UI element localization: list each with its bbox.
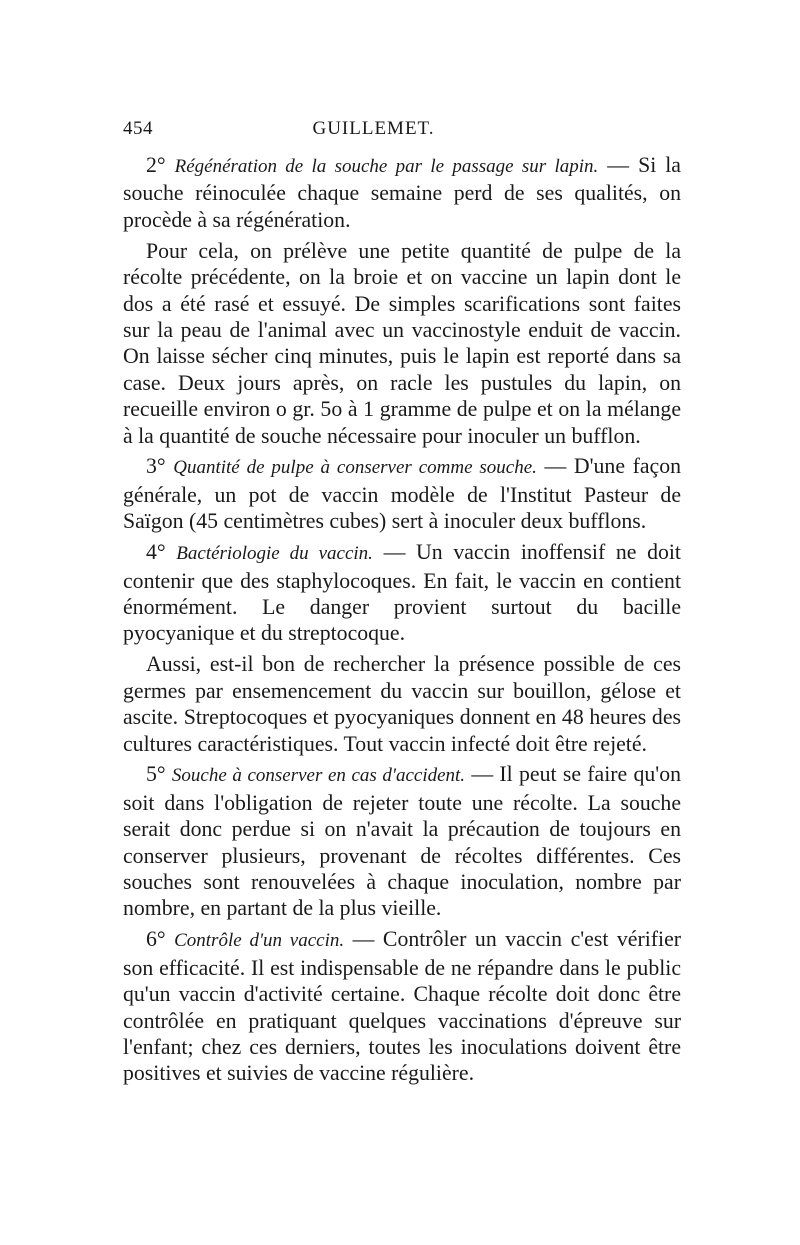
paragraph-text: — Si la souche réinoculée chaque semaine perd de ses qualités, on procède à sa régénération. bbox=[123, 153, 681, 232]
item-number: 5° bbox=[146, 762, 166, 787]
item-title: Souche à conserver en cas d'accident. bbox=[171, 765, 466, 787]
body-text bbox=[123, 152, 681, 1091]
running-title: GUILLEMET. bbox=[312, 118, 435, 139]
paragraph-germ-detection bbox=[123, 651, 681, 757]
running-head bbox=[123, 118, 682, 140]
item-title: Quantité de pulpe à conserver comme souche. bbox=[173, 457, 537, 479]
paragraph-4-bacteriology bbox=[123, 539, 681, 647]
paragraph-2-regeneration bbox=[123, 152, 681, 233]
paragraph-text: — Il peut se faire qu'on soit dans l'obligation de rejeter toute une récolte. La souche serait donc perdue si on n'avait la précaution de toujours en conserver plusieurs, provenant de récoltes différentes. Ces souches sont renouvelées à chaque inoculation, nombre par nombre, en partant de la plus vieille. bbox=[123, 762, 682, 921]
paragraph-text: — D'une façon générale, un pot de vaccin modèle de l'Institut Pasteur de Saïgon (45 centimètres cubes) sert à inoculer deux bufflons. bbox=[123, 454, 681, 534]
paragraph-text: — Contrôler un vaccin c'est vérifier son efficacité. Il est indispensable de ne répandre dans le public qu'un vaccin d'activité certaine. Chaque récolte doit donc être contrôlée en pratiquant quelques vaccinations d'épreuve sur l'enfant; chez ces derniers, toutes les inoculations doivent être positives et suivies de vaccine régulière. bbox=[123, 927, 682, 1086]
item-number: 4° bbox=[146, 540, 166, 565]
paragraph-method bbox=[123, 238, 681, 449]
paragraph-text: — Un vaccin inoffensif ne doit contenir que des staphylocoques. En fait, le vaccin en contient énormément. Le danger provient surtout du bacille pyocyanique et du streptocoque. bbox=[123, 540, 681, 646]
item-title: Régénération de la souche par le passage sur lapin. bbox=[174, 156, 599, 177]
paragraph-5-reserve-strain bbox=[123, 761, 681, 921]
paragraph-text: Aussi, est-il bon de rechercher la présence possible de ces germes par ensemencement du vaccin sur bouillon, gélose et ascite. Streptocoques et pyocyaniques donnent en 48 heures des cultures caractéristiques. Tout vaccin infecté doit être rejeté. bbox=[123, 652, 681, 756]
paragraph-text: Pour cela, on prélève une petite quantité de pulpe de la récolte précédente, on la broie et on vaccine un lapin dont le dos a été rasé et essuyé. De simples scarifications sont faites sur la peau de l'animal avec un vaccinostyle enduit de vaccin. On laisse sécher cinq minutes, puis le lapin est reporté dans sa case. Deux jours après, on racle les pustules du lapin, on recueille environ o gr. 5o à 1 gramme de pulpe et on la mélange à la quantité de souche nécessaire pour inoculer un bufflon. bbox=[123, 238, 681, 448]
page-number: 454 bbox=[123, 118, 153, 139]
paragraph-3-quantity bbox=[123, 453, 681, 534]
item-title: Contrôle d'un vaccin. bbox=[174, 930, 345, 952]
item-number: 2° bbox=[146, 153, 166, 177]
paragraph-6-control bbox=[123, 926, 681, 1086]
item-number: 3° bbox=[146, 454, 166, 479]
item-number: 6° bbox=[146, 927, 166, 952]
item-title: Bactériologie du vaccin. bbox=[176, 543, 373, 565]
